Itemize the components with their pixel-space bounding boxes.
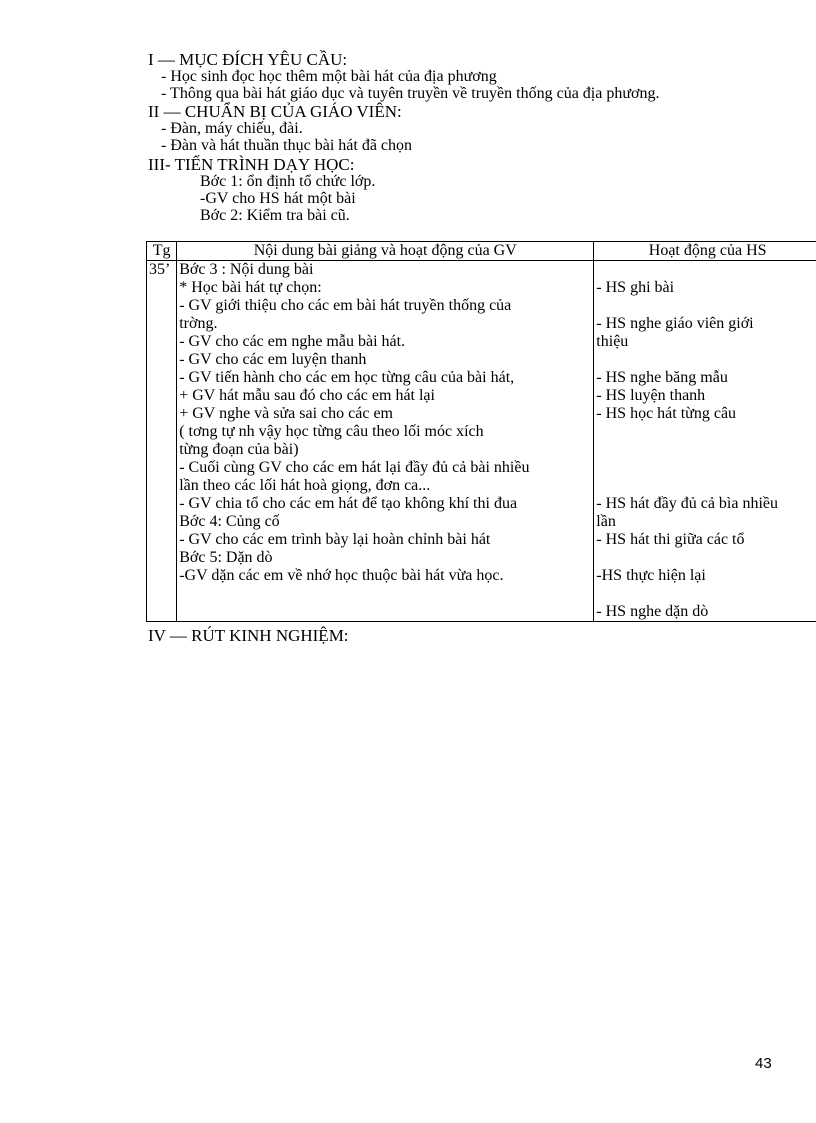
teacher-content-cell: [177, 261, 594, 622]
content-line: trờng.: [179, 315, 218, 332]
student-line: [596, 477, 816, 495]
content-line: + GV nghe và sửa sai cho các em: [179, 405, 393, 422]
student-line: - HS luyện thanh: [596, 387, 706, 404]
content-line: từng đoạn của bài): [179, 441, 299, 458]
student-line: - HS nghe băng mẫu: [596, 369, 728, 386]
student-line: [596, 423, 816, 441]
student-line: -HS thực hiện lại: [596, 567, 706, 584]
section-process: [148, 156, 375, 224]
student-line: thiệu: [596, 333, 629, 350]
header-teacher-activity: Nội dung bài giảng và hoạt động của GV: [177, 242, 594, 261]
content-line: - GV giới thiệu cho các em bài hát truyền thống của: [179, 297, 512, 314]
student-line: lần: [596, 513, 616, 530]
section-preparation: [148, 103, 412, 154]
content-line: -GV dặn các em về nhớ học thuộc bài hát vừa học.: [179, 567, 504, 584]
content-line: + GV hát mẫu sau đó cho các em hát lại: [179, 387, 435, 404]
student-line: [596, 261, 816, 279]
preparation-item: - Đàn và hát thuần thục bài hát đã chọn: [161, 137, 413, 154]
content-line: - GV chia tổ cho các em hát để tạo không khí thi đua: [179, 495, 518, 512]
table-row: [147, 261, 816, 622]
student-line: - HS nghe giáo viên giới: [596, 315, 754, 332]
student-line: - HS hát thi giữa các tổ: [596, 531, 745, 548]
objectives-item: - Thông qua bài hát giáo dục và tuyên truyền về truyền thống của địa phương.: [161, 85, 660, 102]
header-time: Tg: [147, 242, 177, 261]
content-line: lần theo các lối hát hoà giọng, đơn ca...: [179, 477, 431, 494]
student-line: [596, 351, 816, 369]
student-line: [596, 441, 816, 459]
process-heading: III- TIẾN TRÌNH DẠY HỌC:: [148, 155, 355, 174]
preparation-item: - Đàn, máy chiếu, đài.: [161, 120, 303, 137]
process-item: -GV cho HS hát một bài: [200, 190, 356, 207]
student-line: - HS học hát từng câu: [596, 405, 737, 422]
content-line: - GV cho các em luyện thanh: [179, 351, 367, 368]
content-line: - GV cho các em nghe mẫu bài hát.: [179, 333, 406, 350]
student-line: [596, 297, 816, 315]
content-line: - Cuối cùng GV cho các em hát lại đầy đủ cả bài nhiều: [179, 459, 530, 476]
content-line: Bớc 5: Dặn dò: [179, 549, 273, 566]
content-line: * Học bài hát tự chọn:: [179, 279, 322, 296]
preparation-heading: II — CHUẨN BỊ CỦA GIÁO VIÊN:: [148, 102, 402, 121]
page-number: 43: [755, 1055, 772, 1072]
student-line: - HS ghi bài: [596, 279, 675, 296]
student-activity-cell: [594, 261, 816, 622]
lesson-table: [146, 241, 816, 622]
experience-heading: IV — RÚT KINH NGHIỆM:: [148, 626, 349, 645]
student-line: - HS hát đầy đủ cả bìa nhiều: [596, 495, 779, 512]
process-item: Bớc 2: Kiểm tra bài cũ.: [200, 207, 350, 224]
content-line: ( tơng tự nh vậy học từng câu theo lối móc xích: [179, 423, 484, 440]
header-student-activity: Hoạt động của HS: [594, 242, 816, 261]
objectives-item: - Học sinh đọc học thêm một bài hát của địa phương: [161, 68, 497, 85]
table-header-row: [147, 242, 816, 261]
content-line: Bớc 3 : Nội dung bài: [179, 261, 314, 278]
student-line: [596, 459, 816, 477]
content-line: - GV tiến hành cho các em học từng câu của bài hát,: [179, 369, 515, 386]
section-objectives: [148, 51, 659, 102]
content-line: Bớc 4: Củng cố: [179, 513, 280, 530]
content-line: - GV cho các em trình bày lại hoàn chỉnh bài hát: [179, 531, 491, 548]
student-line: - HS nghe dặn dò: [596, 603, 709, 620]
time-cell: 35’: [147, 261, 177, 622]
objectives-heading: I — MỤC ĐÍCH YÊU CẦU:: [148, 50, 348, 69]
process-item: Bớc 1: ổn định tổ chức lớp.: [200, 173, 376, 190]
student-line: [596, 549, 816, 567]
student-line: [596, 585, 816, 603]
